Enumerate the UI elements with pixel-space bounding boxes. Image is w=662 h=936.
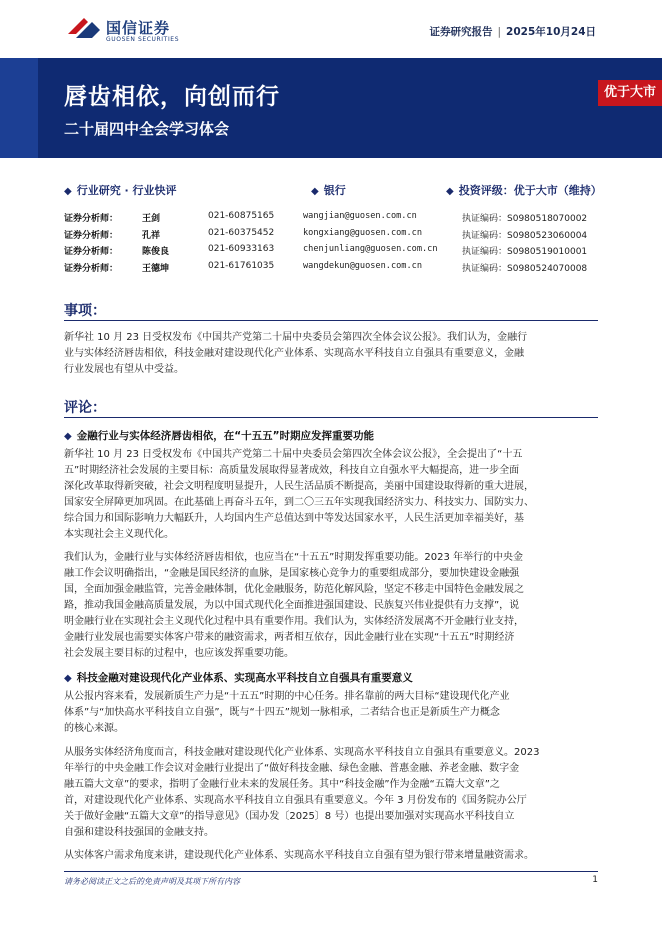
section-divider [64,320,598,321]
meta-separator: | [497,26,502,38]
diamond-icon: ◆ [64,431,72,442]
rating-badge: 优于大市 [598,80,662,106]
rating-label: ◆ 投资评级：优于大市（维持） [446,184,602,197]
footer-disclaimer: 请务必阅读正文之后的免责声明及其项下所有内容 [64,877,240,886]
analyst-name: 王剑 [142,214,161,224]
analyst-email[interactable]: kongxiang@guosen.com.cn [303,227,422,238]
comment-paragraph-4: 从服务实体经济角度而言，科技金融对建设现代化产业体系、实现高水平科技自立自强具有重要意义。2023 年举行的中央金融工作会议对金融行业提出了“做好科技金融、绿色金融、普惠金融、养老金融、数字金 融五篇大文章”的要求，指明了金融行业未来的发展任务。其中“科技金融”作为金融“五篇大文章”之 首，对建设现代化产业体系、实现高水平科技自立自强具有重要意义。今年 3 月份发布的《国务院办公厅 关于做好金融“五篇大文章”的指导意见》（国办发〔2025〕8 号）也提出要加强对实现高水平科技自立 自强和建设科技强国的金融支持。 [64,747,540,838]
title-banner [0,58,662,158]
analyst-phone: 021-60875165 [208,211,275,221]
analyst-row: 证券分析师： 陈俊良 021-60933163 chenjunliang@guosen.com.cn 执证编码：S0980519010001 [64,244,588,257]
report-subtitle: 二十届四中全会学习体会 [64,120,230,138]
analyst-name: 王德坤 [142,263,170,274]
diamond-icon: ◆ [446,186,454,197]
footer-divider [64,871,598,872]
analyst-row: 证券分析师： 孔祥 021-60375452 kongxiang@guosen.com.cn 执证编码：S0980523060004 [64,227,588,241]
industry-label: ◆ 银行 [311,184,346,197]
analyst-name: 孔祥 [142,230,161,241]
analyst-list [64,211,598,277]
bullet-heading-1: ◆ 金融行业与实体经济唇齿相依，在“十五五”时期应发挥重要功能 [64,430,375,442]
bullet-heading-2: ◆ 科技金融对建设现代化产业体系、实现高水平科技自立自强具有重要意义 [64,672,413,684]
page-number: 1 [592,875,598,885]
comment-paragraph-2: 我们认为，金融行业与实体经济唇齿相依，也应当在“十五五”时期发挥重要功能。2023 年举行的中央金 融工作会议明确指出，“金融是国民经济的血脉，是国家核心竞争力的重要组成部分，要加快建设金融强 国，全面加强金融监管，完善金融体制，优化金融服务，防范化解风险，坚定不移走中国特色金融发展之 路，推动我国金融高质量发展，为以中国式现代化全面推进强国建设、民族复兴伟业提供有力支撑”，说 明金融行业在实现社会主义现代化过程中具有重要作用。我们认为，实体经济发展离不开金融行业支持， 金融行业发展也需要实体客户带来的融资需求，两者相互依存，因此金融行业在实现“十五五”时期经济 社会发展主要目标的过程中，也应该发挥重要功能。 [64,552,524,659]
analyst-phone: 021-60933163 [208,244,275,254]
analyst-email[interactable]: wangjian@guosen.com.cn [303,211,417,221]
analyst-cert: 执证编码：S0980523060004 [462,230,588,241]
diamond-icon: ◆ [64,673,72,684]
logo-mark-icon [66,14,102,44]
analyst-row: 证券分析师： 王剑 021-60875165 wangjian@guosen.com.cn 执证编码：S0980518070002 [64,211,588,224]
comment-paragraph-5: 从实体客户需求角度来讲，建设现代化产业体系、实现高水平科技自立自强有望为银行带来增量融资需求。 [64,850,534,861]
analyst-phone: 021-61761035 [208,260,275,271]
comments-heading: 评论： [64,400,106,416]
report-date: 2025年10月24日 [506,26,596,38]
section-divider [64,417,598,418]
diamond-icon: ◆ [64,186,72,197]
analyst-cert: 执证编码：S0980518070002 [462,214,588,224]
top-header [0,0,662,58]
analyst-phone: 021-60375452 [208,227,275,238]
analyst-row: 证券分析师： 王德坤 021-61761035 wangdekun@guosen.com.cn 执证编码：S0980524070008 [64,260,588,274]
analyst-cert: 执证编码：S0980524070008 [462,263,588,274]
analyst-email[interactable]: chenjunliang@guosen.com.cn [303,244,438,254]
comment-paragraph-1: 新华社 10 月 23 日受权发布《中国共产党第二十届中央委员会第四次全体会议公报》，全会提出了“十五 五”时期经济社会发展的主要目标：高质量发展取得显著成效，科技自立自强水平大幅提高，进一步全面 深化改革取得新突破，社会文明程度明显提升，人民生活品质不断提高，美丽中国建设取得新的重大进展， 国家安全屏障更加巩固。在此基础上再奋斗五年，到二〇三五年实现我国经济实力、科技实力、国防实力、 综合国力和国际影响力大幅跃升，人均国内生产总值达到中等发达国家水平，人民生活更加幸福美好，基 本实现社会主义现代化。 [64,449,534,540]
events-heading: 事项： [64,303,106,319]
banner-stripe [0,58,38,158]
report-title: 唇齿相依，向创而行 [64,84,280,110]
diamond-icon: ◆ [311,186,319,197]
company-logo [66,14,186,48]
report-type: 证券研究报告 [429,26,493,38]
report-meta [430,24,597,39]
category-label: ◆ 行业研究 · 行业快评 [64,184,177,197]
events-paragraph: 新华社 10 月 23 日受权发布《中国共产党第二十届中央委员会第四次全体会议公报》。我们认为，金融行 业与实体经济唇齿相依，科技金融对建设现代化产业体系、实现高水平科技自立自强具有重要意义，金融 行业发展也有望从中受益。 [64,332,528,375]
analyst-name: 陈俊良 [142,247,170,257]
comment-paragraph-3: 从公报内容来看，发展新质生产力是“十五五”时期的中心任务。排名靠前的两大目标“建设现代化产业 体系”与“加快高水平科技自立自强”，既与“十四五”规划一脉相承，二者结合也正是新质生产力概念 的核心来源。 [64,691,510,734]
analyst-cert: 执证编码：S0980519010001 [462,247,588,257]
analyst-email[interactable]: wangdekun@guosen.com.cn [303,260,422,271]
logo-cn-text: 国信证券 [106,19,171,37]
logo-en-text: GUOSEN SECURITIES [106,36,180,43]
